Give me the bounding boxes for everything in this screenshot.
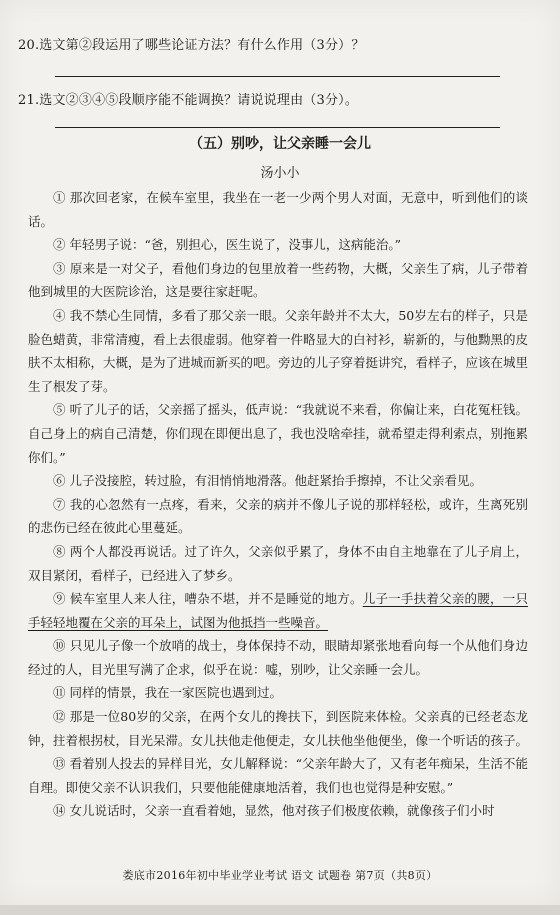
paragraph-4: ④ 我不禁心生同情，多看了那父亲一眼。父亲年龄并不太大，50岁左右的样子，只是脸色蜡黄，非常清瘦，看上去很虚弱。他穿着一件略显大的白衬衫，崭新的，与他黝黑的皮肤不太相称，大概，是为了进城而新买的吧。旁边的儿子穿着挺讲究，看样子，应该在城里生了根发了芽。 xyxy=(28,307,529,394)
answer-line-21[interactable] xyxy=(55,127,500,128)
paragraph-11: ⑪ 同样的情景，我在一家医院也遇到过。 xyxy=(53,685,282,701)
question-21: 21.选文②③④⑤段顺序能不能调换？请说说理由（3分）。 xyxy=(18,93,359,108)
paragraph-1: ① 那次回老家，在候车室里，我坐在一老一少两个男人对面，无意中，听到他们的谈话。 xyxy=(28,190,528,229)
paragraph-9-text: ⑨ 候车室里人来人往，嘈杂不堪，并不是睡觉的地方。 xyxy=(53,591,363,607)
underlined-sentence: 儿子一手扶着父亲的腰，一只手轻轻地覆在父亲的耳朵上，试图为他抵挡一些噪音。 xyxy=(28,591,528,630)
question-20: 20.选文第②段运用了哪些论证方法？有什么作用（3分）？ xyxy=(18,38,365,53)
page-footer: 娄底市2016年初中毕业学业考试 语文 试题卷 第7页（共8页） xyxy=(122,869,438,882)
paragraph-14: ⑭ 女儿说话时，父亲一直看着她，显然，他对孩子们极度依赖，就像孩子们小时 xyxy=(53,803,495,819)
paragraph-3: ③ 原来是一对父子，看他们身边的包里放着一些药物，大概，父亲生了病，儿子带着他到城里的大医院诊治，这是要往家赶呢。 xyxy=(28,260,528,300)
article-author: 汤小小 xyxy=(260,166,300,181)
paragraph-12: ⑫ 那是一位80岁的父亲，在两个女儿的搀扶下，到医院来体检。父亲真的已经老态龙钟，拄着根拐杖，目光呆滞。女儿扶他走他便走，女儿扶他坐他便坐，像一个听话的孩子。 xyxy=(28,709,529,748)
answer-line-20[interactable] xyxy=(55,76,500,77)
page-edge xyxy=(0,905,560,915)
paragraph-8: ⑧ 两个人都没再说话。过了许久，父亲似乎累了，身体不由自主地靠在了儿子肩上，双目紧闭，看样子，已经进入了梦乡。 xyxy=(28,543,528,583)
paragraph-9 xyxy=(28,587,528,634)
paragraph-5: ⑤ 听了儿子的话，父亲摇了摇头，低声说：“我就说不来看，你偏让来，白花冤枉钱。自己身上的病自己清楚，你们现在即便出息了，我也没啥牵挂，就希望走得利索点，别拖累你们。” xyxy=(28,402,529,465)
paragraph-10: ⑩ 只见儿子像一个放哨的战士，身体保持不动，眼睛却紧张地看向每一个从他们身边经过的人，目光里写满了企求，似乎在说：嘘，别吵，让父亲睡一会儿。 xyxy=(28,638,528,677)
paragraph-6: ⑥ 儿子没接腔，转过脸，有泪悄悄地滑落。他赶紧抬手擦掉，不让父亲看见。 xyxy=(53,473,482,489)
paragraph-7: ⑦ 我的心忽然有一点疼，看来，父亲的病并不像儿子说的那样轻松，或许，生离死别的悲伤已经在彼此心里蔓延。 xyxy=(28,496,528,536)
paragraph-13: ⑬ 看着别人投去的异样目光，女儿解释说：“父亲年龄大了，又有老年痴呆，生活不能自理。即使父亲不认识我们，只要他能健康地活着，我们也也觉得是种安慰。” xyxy=(28,756,528,795)
paragraph-2: ② 年轻男子说：“爸，别担心，医生说了，没事儿，这病能治。” xyxy=(53,237,402,253)
article-body xyxy=(28,186,528,823)
article-title: （五）别吵，让父亲睡一会儿 xyxy=(189,136,371,152)
